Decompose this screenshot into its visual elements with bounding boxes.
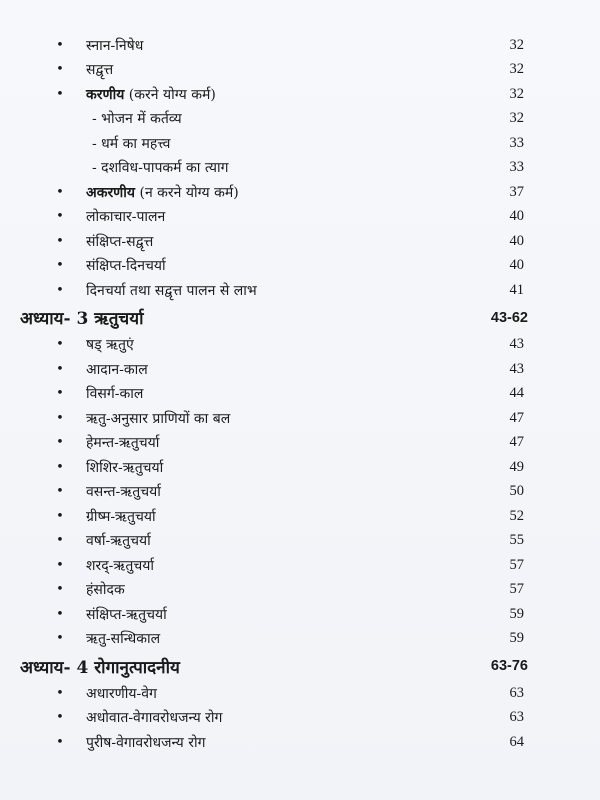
toc-entry-title: स्नान-निषेध [86, 37, 144, 54]
toc-page-number: 44 [509, 385, 524, 402]
bullet-icon: • [56, 337, 64, 353]
toc-subitem [0, 131, 600, 156]
bullet-icon: • [56, 209, 64, 225]
toc-entry-title: विसर्ग-काल [86, 386, 144, 403]
toc-entry-title: शिशिर-ऋतुचर्या [86, 459, 164, 476]
toc-item [0, 602, 600, 627]
toc-item [0, 578, 600, 603]
toc-item [0, 730, 600, 755]
bullet-icon: • [56, 410, 64, 426]
bullet-icon: • [56, 484, 64, 500]
toc-entry-title: वर्षा-ऋतुचर्या [86, 533, 151, 550]
bullet-icon: • [56, 361, 64, 377]
toc-item [0, 529, 600, 554]
bullet-icon: • [56, 734, 64, 750]
toc-page-number: 40 [509, 257, 524, 274]
toc-item [0, 333, 600, 358]
toc-page-number: 50 [509, 483, 524, 500]
bullet-icon: • [56, 508, 64, 524]
toc-item [0, 382, 600, 407]
toc-entry-note: (करने योग्य कर्म) [124, 86, 216, 103]
toc-subitem [0, 156, 600, 181]
toc-page-number: 52 [509, 507, 524, 524]
toc-page-number: 37 [509, 183, 524, 200]
toc-page-number: 33 [509, 159, 524, 176]
toc-item [0, 553, 600, 578]
bullet-icon: • [56, 631, 64, 647]
bullet-icon: • [56, 533, 64, 549]
toc-entry-head: करणीय [86, 86, 125, 103]
toc-page-number: 41 [509, 281, 524, 298]
toc-entry-title [86, 183, 239, 202]
bullet-icon: • [56, 258, 64, 274]
toc-item [0, 480, 600, 505]
toc-entry-title: अध्याय- 4 रोगानुत्पादनीय [20, 657, 180, 678]
toc-item [0, 33, 600, 58]
toc-entry-head: अकरणीय [86, 184, 136, 201]
bullet-icon: • [56, 86, 64, 102]
toc-entry-title: अध्याय- 3 ऋतुचर्या [20, 309, 144, 329]
toc-page-number: 32 [509, 36, 524, 53]
bullet-icon: • [56, 37, 64, 53]
toc-page-number: 40 [509, 208, 524, 225]
toc-entry-title: संक्षिप्त-दिनचर्या [86, 258, 166, 275]
toc-item [0, 180, 600, 205]
toc-entry-title: - भोजन में कर्तव्य [92, 111, 182, 128]
toc-item [0, 278, 600, 303]
toc-page-number: 59 [509, 630, 524, 647]
bullet-icon: • [56, 184, 64, 200]
bullet-icon: • [56, 435, 64, 451]
bullet-icon: • [56, 233, 64, 249]
toc-entry-title: दिनचर्या तथा सद्वृत्त पालन से लाभ [86, 282, 257, 299]
toc-entry-title: ऋतु-अनुसार प्राणियों का बल [86, 410, 231, 427]
toc-chapter-heading [0, 303, 600, 333]
toc-entry-title: संक्षिप्त-ऋतुचर्या [86, 606, 167, 623]
bullet-icon: • [56, 62, 64, 78]
toc-page-number: 32 [509, 61, 524, 78]
toc-page-number: 43 [509, 360, 524, 377]
toc-item [0, 455, 600, 480]
toc-page-number: 57 [509, 556, 524, 573]
toc-entry-title: - दशविध-पापकर्म का त्याग [92, 160, 229, 177]
toc-page-number: 49 [509, 458, 524, 475]
toc-item [0, 681, 600, 706]
toc-entry-title: वसन्त-ऋतुचर्या [86, 484, 161, 501]
toc-item [0, 205, 600, 230]
toc-entry-title: अधारणीय-वेग [86, 685, 157, 702]
bullet-icon: • [56, 582, 64, 598]
toc-item [0, 706, 600, 731]
toc-entry-title: अधोवात-वेगावरोधजन्य रोग [86, 710, 223, 727]
toc-entry-title: सद्वृत्त [86, 62, 114, 79]
toc-item [0, 357, 600, 382]
toc-entry-note: (न करने योग्य कर्म) [135, 184, 239, 201]
toc-entry-title: पुरीष-वेगावरोधजन्य रोग [86, 734, 206, 751]
toc-page-number: 47 [509, 434, 524, 451]
toc-page-number: 32 [509, 110, 524, 127]
toc-page-number: 55 [509, 532, 524, 549]
toc-item [0, 229, 600, 254]
bullet-icon: • [56, 459, 64, 475]
toc-entry-title: षड् ऋतुएं [86, 337, 134, 354]
toc-page-number: 57 [509, 581, 524, 598]
toc-item [0, 82, 600, 107]
toc-entry-title [86, 85, 216, 104]
toc-page-number: 63 [509, 709, 524, 726]
bullet-icon: • [56, 710, 64, 726]
toc-item [0, 58, 600, 83]
toc-page-number: 43 [509, 336, 524, 353]
toc-item [0, 406, 600, 431]
bullet-icon: • [56, 685, 64, 701]
toc-page-number: 32 [509, 85, 524, 102]
toc-page-number: 63-76 [490, 658, 528, 674]
toc-item [0, 431, 600, 456]
toc-entry-title: ग्रीष्म-ऋतुचर्या [86, 508, 156, 525]
toc-entry-title: संक्षिप्त-सद्वृत्त [86, 233, 154, 250]
toc-entry-title: हंसोदक [86, 582, 125, 599]
toc-page-number: 59 [509, 605, 524, 622]
toc-entry-title: ऋतु-सन्धिकाल [86, 631, 161, 648]
toc-page-number: 47 [509, 409, 524, 426]
toc-page-number: 40 [509, 232, 524, 249]
toc-chapter-heading [0, 651, 600, 681]
toc-entry-title: - धर्म का महत्त्व [92, 135, 171, 152]
toc-entry-title: शरद्-ऋतुचर्या [86, 557, 154, 574]
bullet-icon: • [56, 386, 64, 402]
toc-page-number: 64 [509, 733, 524, 750]
bullet-icon: • [56, 557, 64, 573]
toc-item [0, 627, 600, 652]
toc-page-number: 63 [509, 684, 524, 701]
toc-page-number: 43-62 [490, 309, 528, 326]
toc-entry-title: लोकाचार-पालन [86, 209, 166, 226]
table-of-contents [0, 33, 600, 755]
toc-item [0, 254, 600, 279]
toc-entry-title: हेमन्त-ऋतुचर्या [86, 435, 160, 452]
toc-subitem [0, 107, 600, 132]
toc-item [0, 504, 600, 529]
bullet-icon: • [56, 606, 64, 622]
toc-entry-title: आदान-काल [86, 361, 148, 378]
bullet-icon: • [56, 282, 64, 298]
toc-page-number: 33 [509, 134, 524, 151]
